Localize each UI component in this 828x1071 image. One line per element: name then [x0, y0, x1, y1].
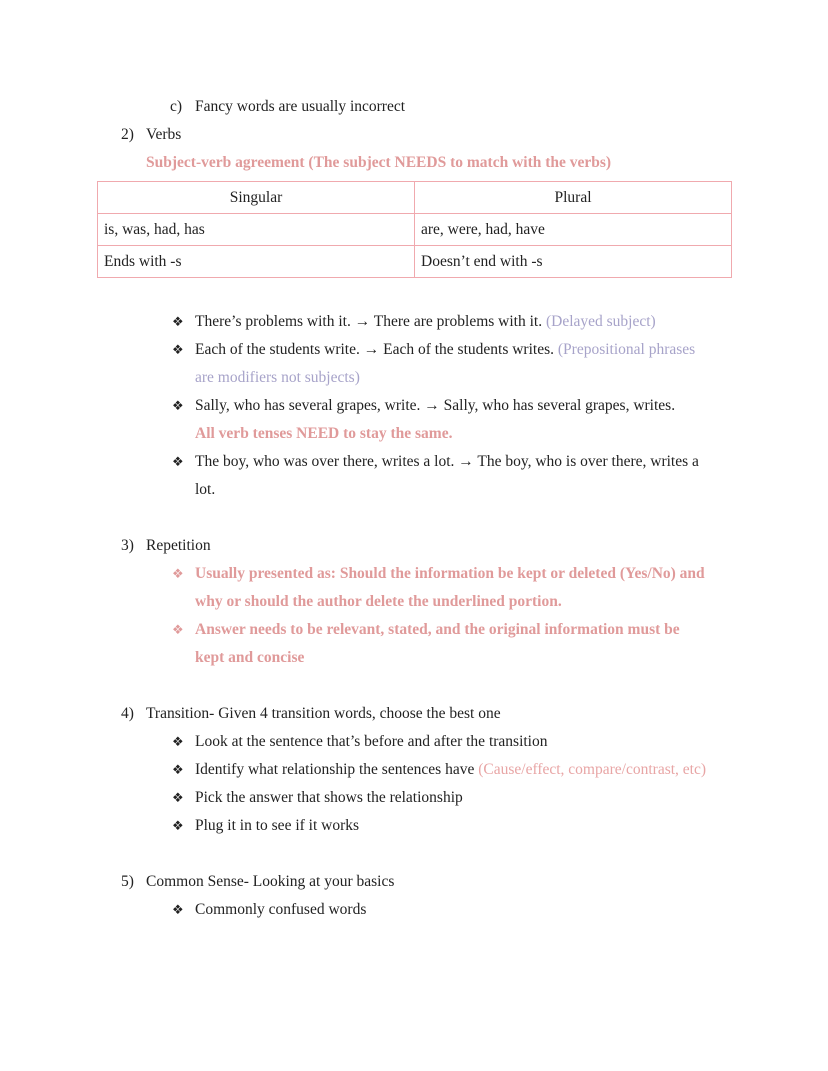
- list-item: The boy, who was over there, writes a lot. → The boy, who is over there, writes a: [195, 453, 699, 470]
- table-header: Plural: [415, 182, 732, 214]
- section-title: Transition- Given 4 transition words, choose the best one: [146, 705, 501, 722]
- section-marker: 5): [121, 873, 134, 890]
- list-item: Identify what relationship the sentences have (Cause/effect, compare/contrast, etc): [195, 761, 707, 778]
- table-header-row: [98, 182, 732, 214]
- subject-verb-table: [97, 181, 732, 278]
- diamond-bullet-icon: ❖: [172, 790, 184, 805]
- list-item: Answer needs to be relevant, stated, and the original information must be: [195, 621, 680, 638]
- section-note: Subject-verb agreement (The subject NEEDS to match with the verbs): [146, 154, 612, 171]
- list-item-continuation: are modifiers not subjects): [195, 369, 360, 386]
- section-marker: 4): [121, 705, 134, 722]
- diamond-bullet-icon: ❖: [172, 314, 184, 329]
- list-item-text: Fancy words are usually incorrect: [195, 98, 406, 115]
- list-item-continuation: lot.: [195, 481, 216, 498]
- list-item: Pick the answer that shows the relationship: [195, 789, 463, 806]
- diamond-bullet-icon: ❖: [172, 566, 184, 581]
- section-title: Common Sense- Looking at your basics: [146, 873, 395, 890]
- diamond-bullet-icon: ❖: [172, 398, 184, 413]
- diamond-bullet-icon: ❖: [172, 734, 184, 749]
- list-item: There’s problems with it. → There are problems with it. (Delayed subject): [195, 313, 656, 330]
- table-cell: Ends with -s: [98, 246, 415, 278]
- list-item: Commonly confused words: [195, 901, 367, 918]
- table-cell: is, was, had, has: [98, 214, 415, 246]
- section-title: Repetition: [146, 537, 211, 554]
- list-item: Sally, who has several grapes, write. → Sally, who has several grapes, writes.: [195, 397, 676, 414]
- diamond-bullet-icon: ❖: [172, 342, 184, 357]
- diamond-bullet-icon: ❖: [172, 762, 184, 777]
- list-item-continuation: why or should the author delete the underlined portion.: [195, 593, 562, 610]
- diamond-bullet-icon: ❖: [172, 622, 184, 637]
- section-title: Verbs: [146, 126, 182, 143]
- diamond-bullet-icon: ❖: [172, 902, 184, 917]
- table-cell: are, were, had, have: [415, 214, 732, 246]
- list-item: Plug it in to see if it works: [195, 817, 360, 834]
- list-item-note: All verb tenses NEED to stay the same.: [195, 425, 453, 442]
- table-row: [98, 214, 732, 246]
- list-item: Look at the sentence that’s before and after the transition: [195, 733, 548, 750]
- list-item: Each of the students write. → Each of the students writes. (Prepositional phrases: [195, 341, 696, 358]
- diamond-bullet-icon: ❖: [172, 454, 184, 469]
- table-cell: Doesn’t end with -s: [415, 246, 732, 278]
- table-header: Singular: [98, 182, 415, 214]
- diamond-bullet-icon: ❖: [172, 818, 184, 833]
- table-row: [98, 246, 732, 278]
- list-marker: c): [170, 98, 183, 115]
- list-item: Usually presented as: Should the information be kept or deleted (Yes/No) and: [195, 565, 705, 582]
- section-marker: 2): [121, 126, 134, 143]
- list-item-continuation: kept and concise: [195, 649, 305, 666]
- section-marker: 3): [121, 537, 134, 554]
